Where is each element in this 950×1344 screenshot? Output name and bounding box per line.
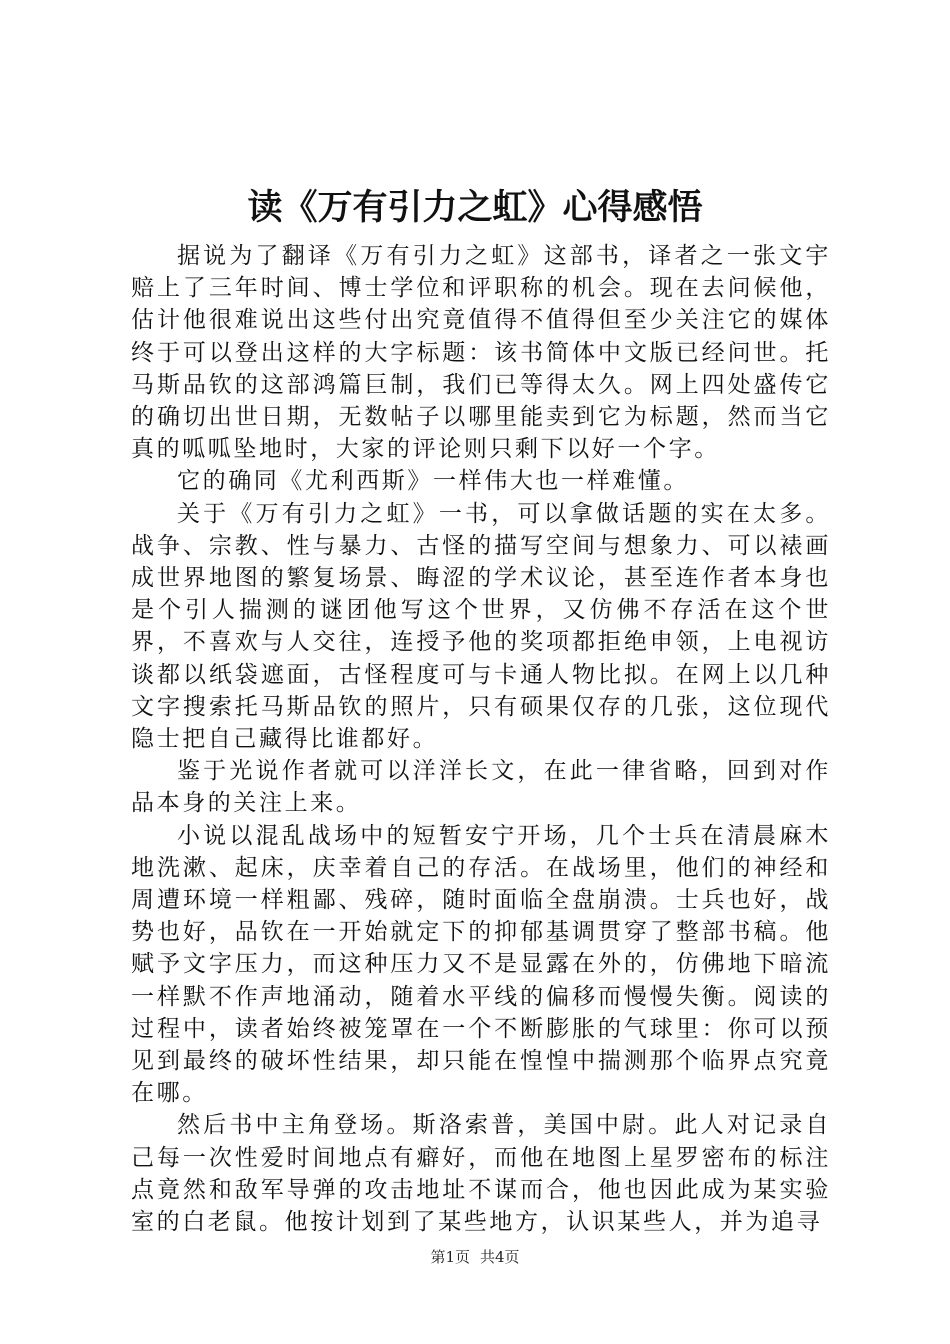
- paragraph-3: 关于《万有引力之虹》一书，可以拿做话题的实在太多。战争、宗教、性与暴力、古怪的描写空间与想象力、可以裱画成世界地图的繁复场景、晦涩的学术议论，甚至连作者本身也是个引人揣测的谜团他写这个世界，又仿佛不存活在这个世界，不喜欢与人交往，连授予他的奖项都拒绝申领，上电视访谈都以纸袋遮面，古怪程度可与卡通人物比拟。在网上以几种文字搜索托马斯品钦的照片，只有硕果仅存的几张，这位现代隐士把自己藏得比谁都好。: [131, 500, 831, 753]
- paragraph-5: 小说以混乱战场中的短暂安宁开场，几个士兵在清晨麻木地洗漱、起床，庆幸着自己的存活。在战场里，他们的神经和周遭环境一样粗鄙、残碎，随时面临全盘崩溃。士兵也好，战势也好，品钦在一开始就定下的抑郁基调贯穿了整部书稿。他赋予文字压力，而这种压力又不是显露在外的，仿佛地下暗流一样默不作声地涌动，随着水平线的偏移而慢慢失衡。阅读的过程中，读者始终被笼罩在一个不断膨胀的气球里：你可以预见到最终的破坏性结果，却只能在惶惶中揣测那个临界点究竟在哪。: [131, 822, 831, 1107]
- page-total: 共4页: [480, 1248, 520, 1266]
- document-body: [131, 240, 831, 1238]
- page-footer: [0, 1247, 950, 1267]
- page-number: 第1页: [430, 1248, 470, 1266]
- paragraph-4: 鉴于光说作者就可以洋洋长文，在此一律省略，回到对作品本身的关注上来。: [131, 758, 831, 817]
- paragraph-2: 它的确同《尤利西斯》一样伟大也一样难懂。: [177, 468, 689, 495]
- paragraph-1: 据说为了翻译《万有引力之虹》这部书，译者之一张文宇赔上了三年时间、博士学位和评职称的机会。现在去问候他，估计他很难说出这些付出究竟值得不值得但至少关注它的媒体终于可以登出这样的大字标题：该书简体中文版已经问世。托马斯品钦的这部鸿篇巨制，我们已等得太久。网上四处盛传它的确切出世日期，无数帖子以哪里能卖到它为标题，然而当它真的呱呱坠地时，大家的评论则只剩下以好一个字。: [131, 243, 831, 463]
- paragraph-6: 然后书中主角登场。斯洛索普，美国中尉。此人对记录自己每一次性爱时间地点有癖好，而他在地图上星罗密布的标注点竟然和敌军导弹的攻击地址不谋而合，他也因此成为某实验室的白老鼠。他按计划到了某些地方，认识某些人，并为追寻: [131, 1112, 831, 1236]
- document-title: 读《万有引力之虹》心得感悟: [247, 187, 703, 228]
